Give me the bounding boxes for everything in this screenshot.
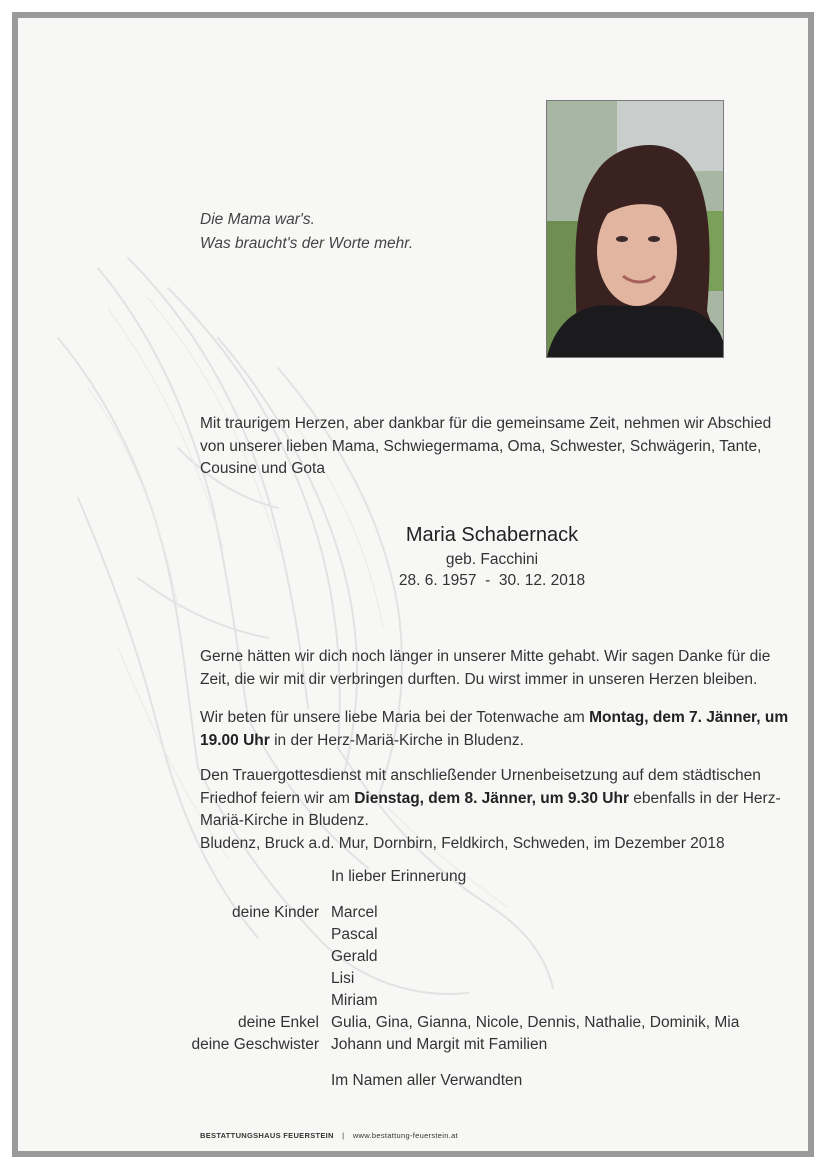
deceased-dates: 28. 6. 1957 - 30. 12. 2018	[398, 572, 586, 589]
child-name: Miriam	[331, 992, 378, 1009]
footer-website-link[interactable]: www.bestattung-feuerstein.at	[352, 1131, 458, 1140]
mourners-opening: In lieber Erinnerung	[331, 868, 467, 885]
quote-line-1: Die Mama war's.	[200, 211, 315, 228]
deceased-name: Maria Schabernack	[405, 524, 579, 546]
child-name: Pascal	[331, 926, 378, 943]
portrait-icon	[547, 101, 723, 357]
child-name: Lisi	[331, 970, 355, 987]
obituary-frame	[12, 12, 814, 1157]
siblings-row	[18, 1034, 808, 1056]
quote	[200, 208, 413, 256]
mourners-list	[18, 866, 808, 1092]
wake-paragraph	[200, 707, 792, 752]
siblings-list: Johann und Margit mit Familien	[331, 1036, 548, 1053]
farewell-paragraph: Gerne hätten wir dich noch länger in unserer Mitte gehabt. Wir sagen Danke für die Zeit, die wir mit dir verbringen durften. Du wirst immer in unseren Herzen bleiben.	[200, 648, 771, 688]
wake-text-before: Wir beten für unsere liebe Maria bei der Totenwache am	[200, 709, 590, 726]
wake-text-after: in der Herz-Mariä-Kirche in Bludenz.	[269, 731, 524, 749]
child-name: Marcel	[331, 904, 378, 921]
funeral-paragraph	[200, 765, 792, 833]
place-date: Bludenz, Bruck a.d. Mur, Dornbirn, Feldkirch, Schweden, im Dezember 2018	[200, 835, 725, 852]
mourners-opening-row	[18, 866, 808, 888]
deceased-birth-name: geb. Facchini	[445, 551, 539, 568]
footer-separator: |	[342, 1131, 345, 1140]
funeral-text-after: ebenfalls in der Herz-Mariä-Kirche in Bludenz.	[200, 789, 781, 829]
grandchildren-label: deine Enkel	[237, 1014, 319, 1031]
grandchildren-row	[18, 1012, 808, 1034]
quote-line-2: Was braucht's der Worte mehr.	[200, 235, 414, 252]
mourners-closing: Im Namen aller Verwandten	[331, 1072, 523, 1089]
mourners-closing-row	[18, 1070, 808, 1092]
child-name: Gerald	[331, 948, 378, 965]
intro-text: Mit traurigem Herzen, aber dankbar für die gemeinsame Zeit, nehmen wir Abschied von unserer lieben Mama, Schwiegermama, Oma, Schwester, Schwägerin, Tante, Cousine und Gota	[200, 415, 772, 477]
wake-date: Montag, dem 7. Jänner, um 19.00 Uhr	[200, 709, 789, 749]
children-list	[331, 902, 808, 1012]
siblings-label: deine Geschwister	[191, 1036, 319, 1053]
footer-brand: BESTATTUNGSHAUS FEUERSTEIN	[200, 1131, 334, 1140]
children-row	[18, 902, 808, 1012]
deceased-block	[200, 521, 784, 591]
portrait-photo	[546, 100, 724, 358]
children-label: deine Kinder	[231, 904, 319, 921]
footer	[200, 1131, 458, 1140]
grandchildren-list: Gulia, Gina, Gianna, Nicole, Dennis, Nathalie, Dominik, Mia	[331, 1014, 740, 1031]
funeral-text-before: Den Trauergottesdienst mit anschließender Urnenbeisetzung auf dem städtischen Friedhof feiern wir am	[200, 767, 761, 807]
obituary-content	[18, 18, 808, 1151]
funeral-date: Dienstag, dem 8. Jänner, um 9.30 Uhr	[354, 789, 629, 807]
